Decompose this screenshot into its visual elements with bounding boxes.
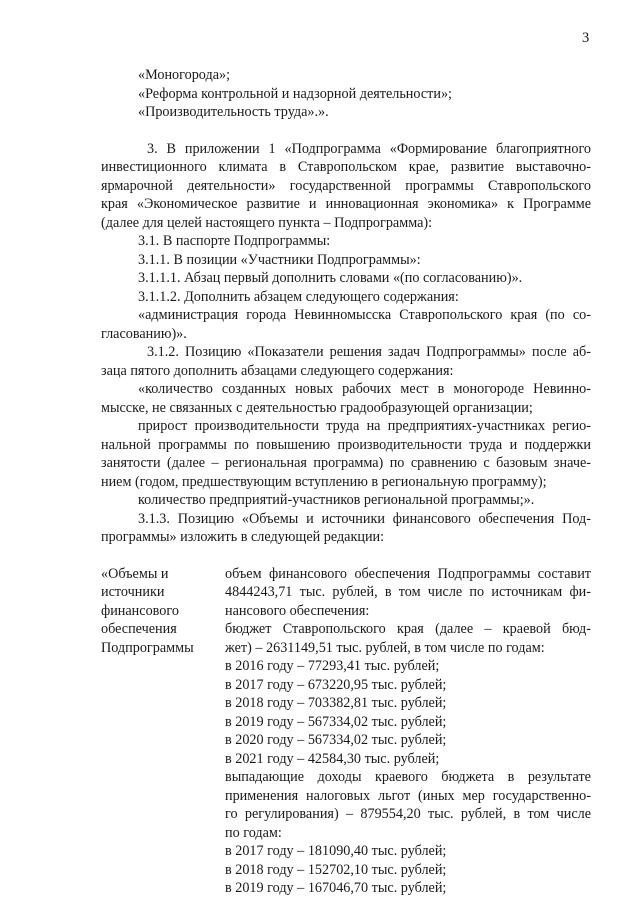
program-item: «Реформа контрольной и надзорной деятельности»; — [138, 85, 452, 102]
table-value-line: в 2021 году – 42584,30 тыс. рублей; — [225, 750, 440, 767]
paragraph-line: (далее для целей настоящего пункта – Подпрограмма): — [101, 214, 433, 231]
admin-line: «администрация города Невинномысска Ставропольского края (по со- — [138, 307, 591, 323]
table-value-line: в 2018 году – 703382,81 тыс. рублей; — [225, 695, 447, 711]
table-value-line: бюджет Ставропольского края (далее – краевой бюд- — [225, 621, 591, 637]
table-value-line: нансового обеспечения: — [225, 602, 370, 619]
table-value-line: в 2019 году – 567334,02 тыс. рублей; — [225, 713, 447, 730]
table-label-line: источники — [101, 584, 165, 600]
table-value-line: 4844243,71 тыс. рублей, в том числе по источникам фи- — [225, 584, 591, 600]
table-value-line: объем финансового обеспечения Подпрограммы составит — [225, 565, 591, 582]
table-value-line: в 2020 году – 567334,02 тыс. рублей; — [225, 732, 447, 748]
productivity-line: нием (годом, предшествующим вступлению в региональную программу); — [101, 473, 547, 490]
table-value-line: в 2016 году – 77293,41 тыс. рублей; — [225, 658, 440, 674]
admin-line: гласованию)». — [101, 325, 187, 342]
item-3-1-3-line: 3.1.3. Позицию «Объемы и источники финансового обеспечения Под- — [138, 510, 591, 527]
item-3-1-1: 3.1.1. В позиции «Участники Подпрограммы»: — [138, 251, 421, 268]
program-item: «Производительность труда».». — [138, 104, 329, 120]
productivity-line: прирост производительности труда на предприятиях-участниках регио- — [138, 418, 591, 434]
item-3-1-1-1: 3.1.1.1. Абзац первый дополнить словами «(по согласованию)». — [138, 270, 523, 286]
jobs-line: «количество созданных новых рабочих мест в моногороде Невинно- — [138, 381, 591, 397]
table-label-line: Подпрограммы — [101, 639, 194, 656]
item-3-1-3-line: программы» изложить в следующей редакции: — [101, 529, 385, 545]
paragraph-3 — [101, 140, 591, 233]
productivity-line: нальной программы по повышению производительности труда и поддержки — [101, 436, 591, 453]
table-value-line: в 2018 году – 152702,10 тыс. рублей; — [225, 861, 447, 878]
item-3-1: 3.1. В паспорте Подпрограммы: — [138, 233, 331, 249]
table-label-cell — [101, 565, 225, 898]
paragraph-line: инвестиционного климата в Ставропольском крае, развитие выставочно- — [101, 159, 591, 175]
table-value-line: жет) – 2631149,51 тыс. рублей, в том числе по годам: — [225, 639, 545, 656]
financing-table — [101, 565, 591, 898]
table-value-line: го регулирования) – 879554,20 тыс. рублей, в том числе — [225, 806, 591, 822]
page-number: 3 — [582, 30, 590, 46]
table-label-line: «Объемы и — [101, 565, 169, 582]
table-value-cell — [225, 565, 591, 898]
table-value-line: по годам: — [225, 824, 282, 841]
enterprises-line: количество предприятий-участников региональной программы;». — [138, 492, 535, 508]
paragraph-line: края «Экономическое развитие и инновационная экономика» к Программе — [101, 196, 591, 212]
productivity-line: занятости (далее – региональная программа) по сравнению с базовым значе- — [101, 455, 591, 471]
paragraph-line: ярмарочной деятельности» государственной программы Ставропольского — [101, 177, 591, 194]
table-value-line: применения налоговых льгот (иных мер государственно- — [225, 787, 591, 804]
program-item: «Моногорода»; — [138, 67, 231, 83]
item-3-1-2-line: заца пятого дополнить абзацами следующего содержания: — [101, 362, 454, 379]
table-label-line: финансового — [101, 602, 179, 619]
paragraph-line: 3. В приложении 1 «Подпрограмма «Формирование благоприятного — [147, 140, 591, 157]
program-list — [101, 66, 591, 122]
table-value-line: выпадающие доходы краевого бюджета в результате — [225, 769, 591, 785]
jobs-line: мысске, не связанных с деятельностью градообразующей организации; — [101, 399, 533, 416]
table-label-line: обеспечения — [101, 621, 177, 637]
item-3-1-1-2: 3.1.1.2. Дополнить абзацем следующего содержания: — [138, 288, 459, 305]
document-body — [101, 66, 591, 898]
item-3-1-2-line: 3.1.2. Позицию «Показатели решения задач Подпрограммы» после аб- — [147, 344, 591, 360]
table-value-line: в 2019 году – 167046,70 тыс. рублей; — [225, 880, 447, 896]
table-value-line: в 2017 году – 673220,95 тыс. рублей; — [225, 676, 447, 693]
table-value-line: в 2017 году – 181090,40 тыс. рублей; — [225, 843, 447, 859]
